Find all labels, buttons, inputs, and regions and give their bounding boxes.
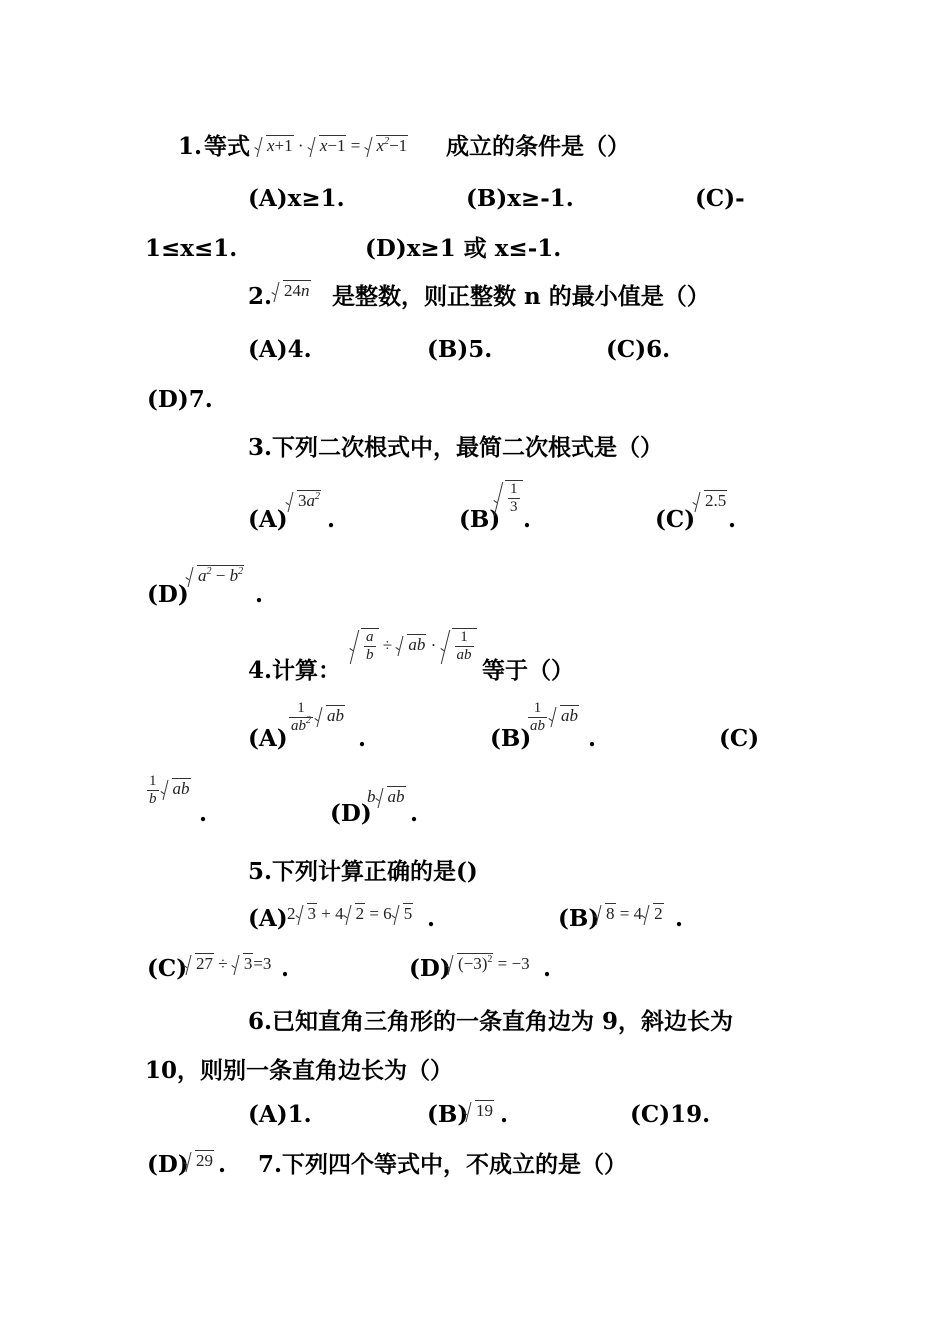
q6-option-a[interactable]: (A)1. [248, 1101, 312, 1128]
q5-option-b-period: . [675, 905, 684, 932]
q2-option-d[interactable]: (D)7. [147, 386, 213, 413]
q5-option-c-period: . [281, 955, 290, 982]
q5-option-c-expr: 27 ÷ 3=3 [184, 953, 271, 975]
q4-option-d[interactable]: (D) [330, 800, 372, 827]
q4-option-c[interactable]: (C) [719, 725, 760, 752]
q3-option-b-period: . [523, 506, 532, 533]
q3-stem: 3.下列二次根式中，最简二次根式是（） [248, 434, 664, 461]
q3-option-a[interactable]: (A) [248, 506, 288, 533]
q2-radical: 24n [272, 280, 311, 302]
q4-option-a-period: . [358, 725, 367, 752]
q3-option-c[interactable]: (C) [655, 506, 696, 533]
q1-stem-prefix: 等式 [204, 133, 250, 160]
q3-option-a-period: . [327, 506, 336, 533]
q2-number: 2. [248, 283, 273, 310]
q1-option-c-end[interactable]: 1≤x≤1. [145, 235, 238, 262]
q3-option-c-period: . [728, 506, 737, 533]
q2-option-c[interactable]: (C)6. [606, 336, 671, 363]
q6-option-d[interactable]: (D) [147, 1151, 189, 1178]
q3-option-d-expr: $a^2 - b^2$ [186, 565, 244, 587]
q3-option-c-expr: 2.5 [693, 490, 727, 512]
q5-option-c[interactable]: (C) [147, 955, 188, 982]
q6-stem-line2: 10，则别一条直角边长为（） [145, 1057, 454, 1084]
q4-stem-prefix: 4.计算： [248, 657, 342, 684]
q3-option-d[interactable]: (D) [147, 581, 189, 608]
q5-option-a-expr: 2 3 + 4 2 = 6 5 [287, 904, 413, 923]
q5-option-a-period: . [427, 905, 436, 932]
q5-option-b-expr: 8 = 4 2 [594, 903, 664, 925]
q4-expression: $\frac{a}{b}$ ÷ ab · $\frac{1}{ab}$ [350, 628, 477, 664]
q4-option-b[interactable]: (B) [490, 725, 532, 752]
q6-option-b[interactable]: (B) [427, 1101, 469, 1128]
q4-option-d-period: . [410, 800, 419, 827]
q5-option-d-expr: $(-3)^2 = -3$ [446, 953, 530, 975]
q4-option-d-expr: b ab [367, 787, 405, 806]
q6-option-d-expr: 29 [184, 1150, 214, 1172]
q4-option-b-expr: $\frac{1}{ab}$ ab [530, 700, 578, 734]
q4-stem-suffix: 等于（） [482, 657, 574, 684]
q5-stem: 5.下列计算正确的是() [248, 858, 478, 885]
q2-option-b[interactable]: (B)5. [427, 336, 493, 363]
q6-option-d-period: . [218, 1151, 227, 1178]
q4-option-c-expr: $\frac{1}{b}$ ab [149, 773, 190, 807]
q4-option-a[interactable]: (A) [248, 725, 288, 752]
q4-option-c-period: . [199, 800, 208, 827]
q1-option-d[interactable]: (D)x≥1 或 x≤-1. [365, 235, 562, 262]
q1-equation: $x+1 \cdot x-1 = x^2-1$ [255, 135, 408, 157]
q3-option-d-period: . [255, 581, 264, 608]
q5-option-d[interactable]: (D) [409, 955, 451, 982]
q2-option-a[interactable]: (A)4. [248, 336, 312, 363]
q1-option-a[interactable]: (A)x≥1. [248, 185, 345, 212]
q5-option-a[interactable]: (A) [248, 905, 288, 932]
q6-option-c[interactable]: (C)19. [630, 1101, 711, 1128]
q1-stem-suffix: 成立的条件是（） [446, 133, 630, 160]
q3-option-b-expr: $\frac{1}{3}$ [494, 480, 523, 516]
q6-option-b-expr: 19 [464, 1100, 494, 1122]
q3-option-b[interactable]: (B) [459, 506, 501, 533]
q7-stem: 7.下列四个等式中，不成立的是（） [258, 1151, 628, 1178]
q6-stem-line1: 6.已知直角三角形的一条直角边为 9，斜边长为 [248, 1008, 734, 1035]
q4-option-b-period: . [588, 725, 597, 752]
q3-option-a-expr: $3a^2$ [286, 490, 321, 512]
q1-option-b[interactable]: (B)x≥-1. [466, 185, 574, 212]
q5-option-d-period: . [543, 955, 552, 982]
q5-option-b[interactable]: (B) [558, 905, 600, 932]
q4-option-a-expr: $\frac{1}{ab^2}$ ab [291, 700, 344, 734]
q1-option-c-start[interactable]: (C)- [695, 185, 745, 212]
q2-stem-suffix: 是整数，则正整数 n 的最小值是（） [332, 283, 710, 310]
q6-option-b-period: . [500, 1101, 509, 1128]
q1-number: 1. [178, 133, 203, 160]
